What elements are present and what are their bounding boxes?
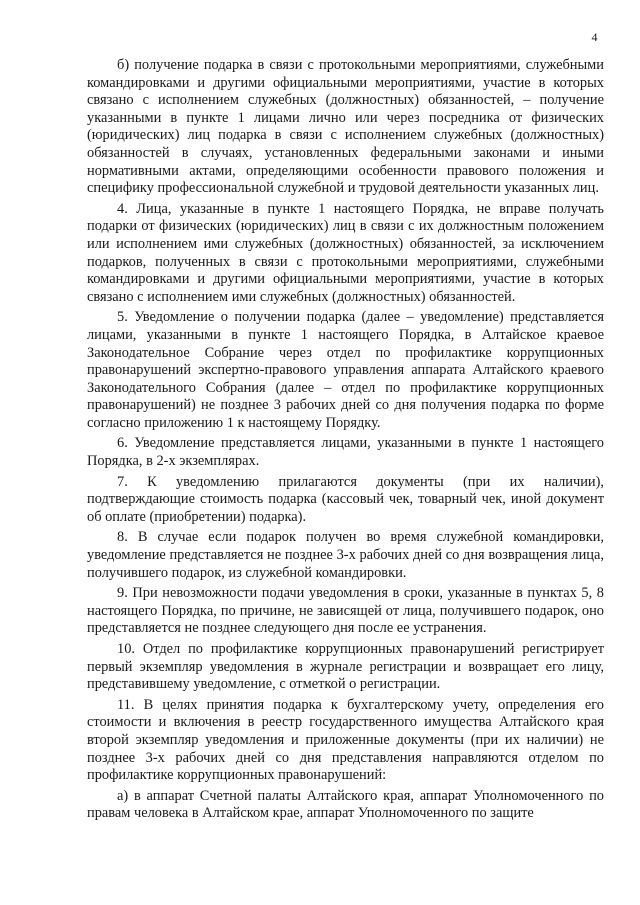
paragraph-11a-recipients: а) в аппарат Счетной палаты Алтайского края, аппарат Уполномоченного по правам человека в Алтайском крае, аппарат Уполномоченного по защите <box>87 787 604 822</box>
paragraph-6-copies: 6. Уведомление представляется лицами, указанными в пункте 1 настоящего Порядка, в 2-х экземплярах. <box>87 435 604 470</box>
paragraph-5-notification: 5. Уведомление о получении подарка (далее – уведомление) представляется лицами, указанными в пункте 1 настоящего Порядка, в Алтайское краевое Законодательное Собрание через отдел по профилактике коррупционных правонарушений экспертно-правового управления аппарата Алтайского краевого Законодательного Собрания (далее – отдел по профилактике коррупционных правонарушений) не позднее 3 рабочих дней со дня получения подарка по форме согласно приложению 1 к настоящему Порядку. <box>87 309 604 431</box>
paragraph-3b-gift-definition: б) получение подарка в связи с протокольными мероприятиями, служебными командировками и другими официальными мероприятиями, участие в которых связано с исполнением служебных (должностных) обязанностей, – получение указанными в пункте 1 лицами лично или через посредника от физических (юридических) лиц подарка в связи с исполнением служебных (должностных) обязанностей в случаях, установленных федеральными законами и иными нормативными актами, определяющими особенности правового положения и специфику профессиональной служебной и трудовой деятельности указанных лиц. <box>87 57 604 197</box>
paragraph-7-attachments: 7. К уведомлению прилагаются документы (при их наличии), подтверждающие стоимость подарка (кассовый чек, товарный чек, иной документ об оплате (приобретении) подарка). <box>87 473 604 525</box>
paragraph-8-business-trip: 8. В случае если подарок получен во время служебной командировки, уведомление представляется не позднее 3-х рабочих дней со дня возвращения лица, получившего подарок, из служебной командировки. <box>87 529 604 581</box>
paragraph-9-deadline-impossible: 9. При невозможности подачи уведомления в сроки, указанные в пунктах 5, 8 настоящего Порядка, по причине, не зависящей от лица, получившего подарок, оно представляется не позднее следующего дня после ее устранения. <box>87 585 604 637</box>
paragraph-11-accounting: 11. В целях принятия подарка к бухгалтерскому учету, определения его стоимости и включения в реестр государственного имущества Алтайского края второй экземпляр уведомления и приложенные документы (при их наличии) не позднее 3-х рабочих дней со дня представления направляются отделом по профилактике коррупционных правонарушений: <box>87 696 604 784</box>
document-body <box>87 57 604 823</box>
paragraph-10-registration: 10. Отдел по профилактике коррупционных правонарушений регистрирует первый экземпляр уведомления в журнале регистрации и возвращает его лицу, представившему уведомление, с отметкой о регистрации. <box>87 641 604 693</box>
page-number: 4 <box>591 30 598 44</box>
paragraph-4-gift-prohibition: 4. Лица, указанные в пункте 1 настоящего Порядка, не вправе получать подарки от физических (юридических) лиц в связи с их должностным положением или исполнением ими служебных (должностных) обязанностей, за исключением подарков, полученных в связи с протокольными мероприятиями, служебными командировками и другими официальными мероприятиями, участие в которых связано с исполнением ими служебных (должностных) обязанностей. <box>87 200 604 305</box>
